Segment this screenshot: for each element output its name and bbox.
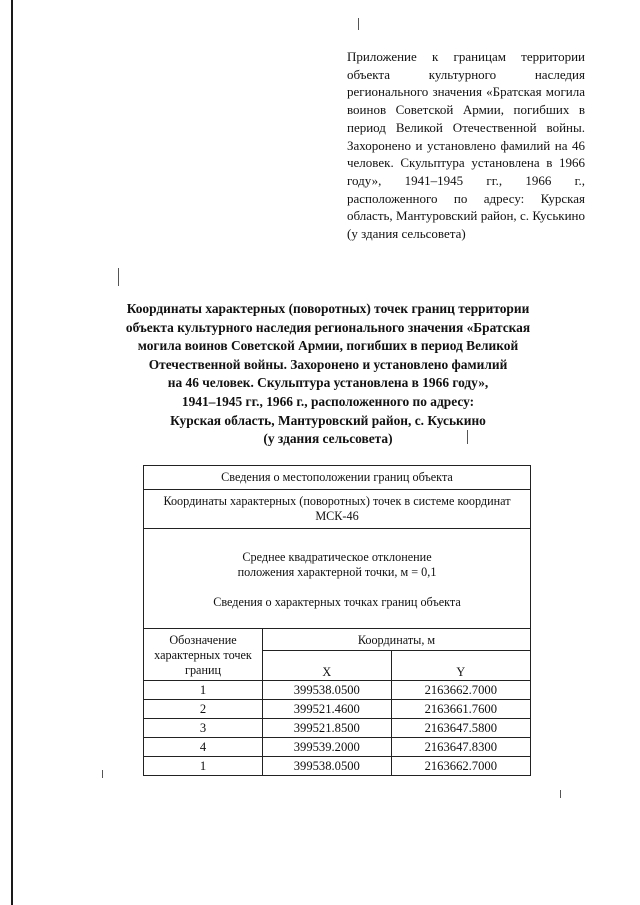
deviation-line: Среднее квадратическое отклонение (242, 550, 432, 564)
scan-speck (358, 18, 359, 30)
table-row (144, 757, 531, 776)
scan-left-edge (11, 0, 13, 905)
point-id-cell: 1 (144, 757, 263, 776)
point-x-cell: 399538.0500 (263, 757, 392, 776)
table-row (144, 681, 531, 700)
points-heading: Сведения о характерных точках границ объекта (213, 595, 461, 609)
table-row (144, 490, 531, 529)
deviation-line: положения характерной точки, м = 0,1 (237, 565, 437, 579)
spacer (150, 535, 524, 550)
point-x-cell: 399521.8500 (263, 719, 392, 738)
point-y-cell: 2163661.7600 (391, 700, 530, 719)
scan-speck (102, 770, 103, 778)
table-row (144, 738, 531, 757)
title-line: 1941–1945 гг., 1966 г., расположенного по адресу: (181, 393, 475, 409)
point-id-cell: 3 (144, 719, 263, 738)
title-line: могила воинов Советской Армии, погибших в период Великой (137, 338, 519, 354)
location-heading-cell: Сведения о местоположении границ объекта (144, 466, 531, 490)
title-line: объекта культурного наследия регионального значения «Братская (125, 319, 531, 335)
point-id-cell: 2 (144, 700, 263, 719)
table-header-row (144, 629, 531, 651)
title-line: Курская область, Мантуровский район, с. Куськино (170, 412, 486, 428)
coord-system-cell: Координаты характерных (поворотных) точек в системе координат МСК-46 (144, 490, 531, 529)
point-id-cell: 4 (144, 738, 263, 757)
table-row (144, 719, 531, 738)
table-row (144, 529, 531, 629)
column-header-y: Y (391, 651, 530, 681)
point-y-cell: 2163647.5800 (391, 719, 530, 738)
point-y-cell: 2163662.7000 (391, 681, 530, 700)
point-id-cell: 1 (144, 681, 263, 700)
table-row (144, 700, 531, 719)
column-header-coordinates: Координаты, м (263, 629, 531, 651)
scan-speck (560, 790, 561, 798)
title-line: Координаты характерных (поворотных) точек границ территории (126, 301, 530, 316)
point-x-cell: 399539.2000 (263, 738, 392, 757)
table-row (144, 466, 531, 490)
document-title (98, 300, 558, 449)
title-line: (у здания сельсовета) (263, 431, 393, 447)
scan-speck (118, 268, 119, 286)
column-header-x: X (263, 651, 392, 681)
title-line: Отечественной войны. Захоронено и установлено фамилий (148, 356, 508, 372)
column-header-designation: Обозначение характерных точек границ (144, 629, 263, 681)
appendix-text: Приложение к границам территории объекта культурного наследия регионального значения «Братская могила воинов Советской Армии, погибших в период Великой Отечественной войны. Захоронено и установлено фамилий на 46 человек. Скульптура установлена в 1966 году», 1941–1945 гг., 1966 г., расположенного по адресу: Курская область, Мантуровский район, с. Куськино (у здания сельсовета) (347, 49, 585, 242)
point-x-cell: 399521.4600 (263, 700, 392, 719)
title-line: на 46 человек. Скульптура установлена в 1966 году», (167, 375, 489, 391)
appendix-note (347, 48, 585, 243)
spacer (150, 580, 524, 595)
point-x-cell: 399538.0500 (263, 681, 392, 700)
point-y-cell: 2163662.7000 (391, 757, 530, 776)
accuracy-cell (144, 529, 531, 629)
point-y-cell: 2163647.8300 (391, 738, 530, 757)
coordinates-table (143, 465, 531, 776)
